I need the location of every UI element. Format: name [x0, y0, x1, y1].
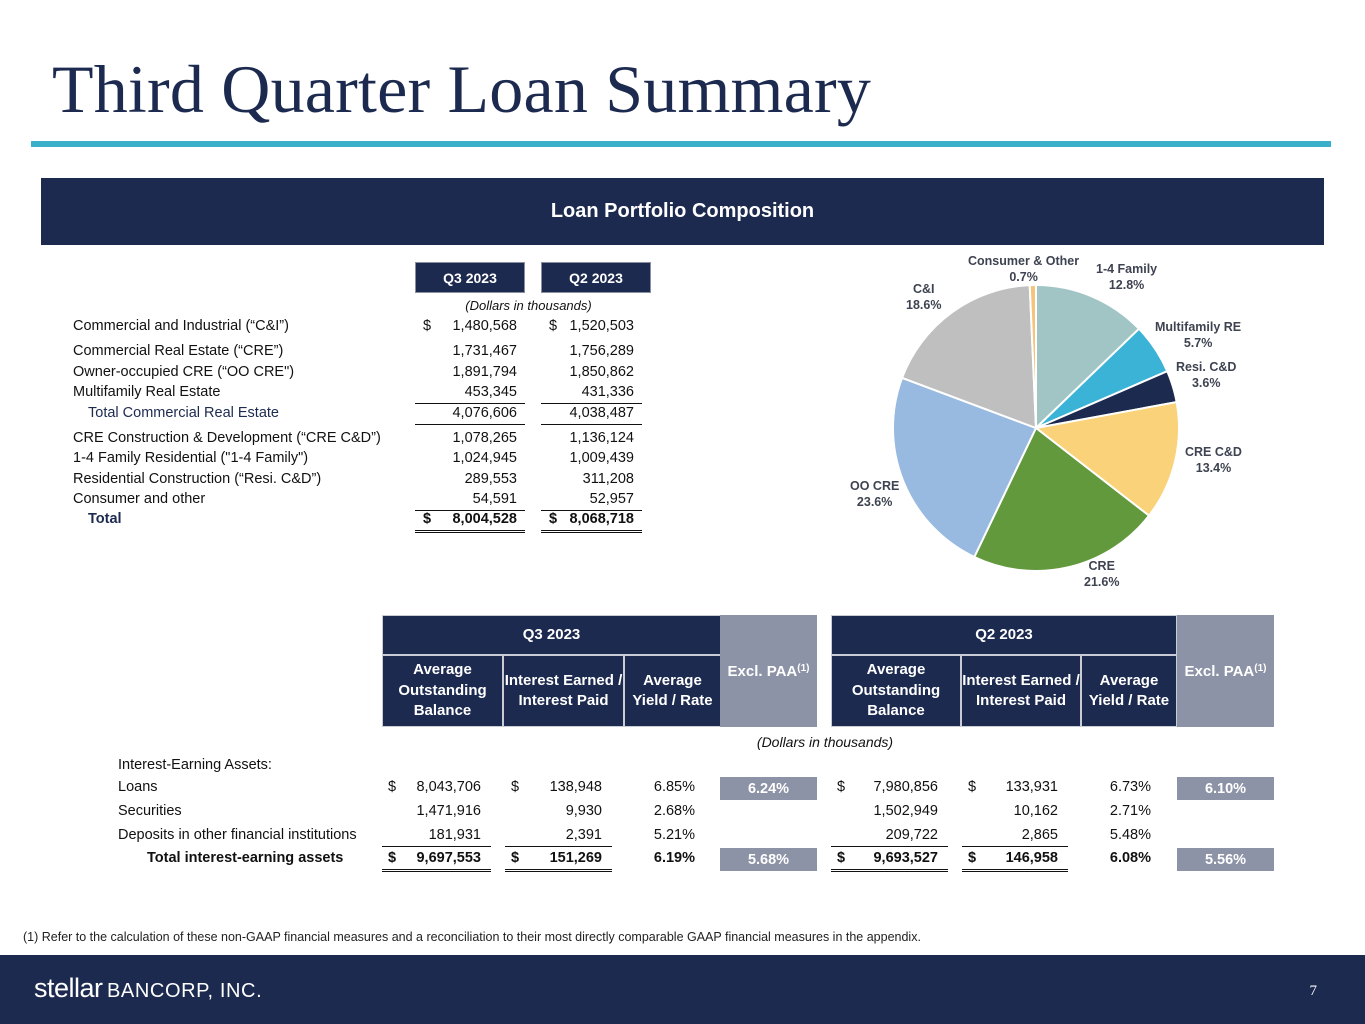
q2-column-header: Q2 2023	[541, 262, 651, 293]
q3-yield: 6.85%	[653, 779, 695, 795]
q3-balance: 8,043,706	[416, 779, 481, 795]
pie-label-resi-cd: Resi. C&D 3.6%	[1176, 360, 1237, 390]
title-divider	[31, 141, 1331, 147]
units-note: (Dollars in thousands)	[756, 734, 894, 750]
q2-group-header: Q2 2023	[831, 615, 1177, 655]
q2-value: 1,009,439	[569, 450, 634, 466]
q3-interest: 138,948	[549, 779, 602, 795]
currency-sign: $	[388, 779, 397, 795]
q3-value: 453,345	[464, 384, 517, 400]
table-row	[0, 430, 700, 450]
footer-bar	[0, 955, 1365, 1024]
q2-excl-paa-header: Excl. PAA $^{(1)}$	[1177, 615, 1274, 727]
table-row	[0, 405, 700, 425]
currency-sign: $	[968, 850, 977, 866]
table-row	[0, 364, 700, 384]
page-number: 7	[1309, 983, 1317, 999]
q3-yield-header: Average Yield / Rate	[624, 655, 721, 727]
q2-yield: 2.71%	[1109, 803, 1151, 819]
q2-interest-header: Interest Earned / Interest Paid	[961, 655, 1081, 727]
currency-sign: $	[423, 511, 432, 527]
row-label: Owner-occupied CRE (“OO CRE")	[73, 364, 295, 380]
q2-yield: 6.73%	[1109, 779, 1151, 795]
currency-sign: $	[837, 779, 846, 795]
row-label: Total interest-earning assets	[147, 850, 344, 866]
pie-label-oo-cre: OO CRE 23.6%	[850, 479, 900, 509]
row-label: CRE Construction & Development (“CRE C&D”)	[73, 430, 381, 446]
q2-value: 1,136,124	[569, 430, 634, 446]
q2-excl-paa-value: 5.56%	[1177, 848, 1274, 871]
loan-composition-pie-chart	[890, 282, 1182, 574]
currency-sign: $	[837, 850, 846, 866]
company-logo	[34, 973, 262, 1004]
q3-value: 1,078,265	[452, 430, 517, 446]
q3-balance: 181,931	[428, 827, 481, 843]
q3-column-header: Q3 2023	[415, 262, 525, 293]
q3-yield: 6.19%	[653, 850, 695, 866]
q3-excl-paa-value: 5.68%	[720, 848, 817, 871]
q3-group-header: Q3 2023	[382, 615, 721, 655]
q3-interest-header: Interest Earned / Interest Paid	[503, 655, 624, 727]
q2-value: 1,850,862	[569, 364, 634, 380]
q2-value: 311,208	[582, 471, 634, 487]
q2-value: 8,068,718	[569, 511, 634, 527]
logo-subtext: BANCORP, INC.	[106, 980, 263, 1002]
table-row	[0, 825, 1300, 847]
q3-interest: 151,269	[549, 850, 602, 866]
q3-value: 1,731,467	[452, 343, 517, 359]
table-row	[0, 471, 700, 491]
q3-value: 54,591	[472, 491, 517, 507]
row-label: Commercial Real Estate (“CRE”)	[73, 343, 284, 359]
table-row	[0, 801, 1300, 823]
q3-excl-paa-value: 6.24%	[720, 777, 817, 800]
currency-sign: $	[388, 850, 397, 866]
q2-value: 1,520,503	[569, 318, 634, 334]
row-label: Total Commercial Real Estate	[88, 405, 279, 421]
units-note: (Dollars in thousands)	[465, 298, 592, 313]
currency-sign: $	[968, 779, 977, 795]
q2-interest: 133,931	[1005, 779, 1058, 795]
row-label: Commercial and Industrial (“C&I”)	[73, 318, 289, 334]
q2-value: 4,038,487	[569, 405, 634, 421]
table-row	[0, 318, 700, 338]
pie-label-1-4-family: 1-4 Family 12.8%	[1096, 262, 1158, 292]
row-label: Securities	[118, 803, 182, 819]
q2-excl-paa-value: 6.10%	[1177, 777, 1274, 800]
q2-interest: 2,865	[1021, 827, 1058, 843]
section-label: Interest-Earning Assets:	[118, 757, 272, 773]
q3-value: 1,024,945	[452, 450, 517, 466]
q3-interest: 2,391	[565, 827, 602, 843]
q2-balance: 7,980,856	[873, 779, 938, 795]
table-row	[0, 491, 700, 511]
q3-excl-paa-header: Excl. PAA $^{(1)}$	[720, 615, 817, 727]
q2-yield: 6.08%	[1109, 850, 1151, 866]
q2-balance: 209,722	[885, 827, 938, 843]
q3-yield: 2.68%	[653, 803, 695, 819]
table-row	[0, 777, 1300, 799]
table-row-total	[0, 848, 1300, 870]
q2-balance: 9,693,527	[873, 850, 938, 866]
q2-yield-header: Average Yield / Rate	[1081, 655, 1177, 727]
q3-avg-balance-header: Average Outstanding Balance	[382, 655, 503, 727]
pie-label-consumer-other: Consumer & Other 0.7%	[968, 254, 1080, 284]
q3-value: 8,004,528	[452, 511, 517, 527]
currency-sign: $	[511, 779, 520, 795]
row-label: Loans	[118, 779, 158, 795]
pie-label-c-and-i: C&I 18.6%	[906, 282, 942, 312]
footnote: (1) Refer to the calculation of these non-GAAP financial measures and a reconciliation to their most directly comparable GAAP financial measures in the appendix.	[23, 930, 921, 944]
q3-balance: 1,471,916	[416, 803, 481, 819]
q3-value: 1,480,568	[452, 318, 517, 334]
q2-value: 431,336	[581, 384, 634, 400]
section-banner: Loan Portfolio Composition	[41, 178, 1324, 245]
q2-interest: 146,958	[1005, 850, 1058, 866]
q3-value: 289,553	[464, 471, 517, 487]
currency-sign: $	[423, 318, 432, 334]
table-row-total	[0, 511, 700, 531]
q2-balance: 1,502,949	[873, 803, 938, 819]
row-label: Total	[88, 511, 122, 527]
row-label: Deposits in other financial institutions	[118, 827, 357, 843]
row-label: Consumer and other	[73, 491, 206, 507]
section-heading-row	[0, 755, 1300, 777]
currency-sign: $	[549, 511, 558, 527]
q3-value: 4,076,606	[452, 405, 517, 421]
q2-value: 1,756,289	[569, 343, 634, 359]
q2-avg-balance-header: Average Outstanding Balance	[831, 655, 961, 727]
table-row	[0, 343, 700, 363]
row-label: Multifamily Real Estate	[73, 384, 221, 400]
q3-interest: 9,930	[565, 803, 602, 819]
pie-label-multifamily-re: Multifamily RE 5.7%	[1155, 320, 1242, 350]
pie-label-cre-cd: CRE C&D 13.4%	[1185, 445, 1242, 475]
pie-label-cre: CRE 21.6%	[1084, 559, 1120, 589]
q3-yield: 5.21%	[653, 827, 695, 843]
row-label: 1-4 Family Residential ("1-4 Family")	[73, 450, 309, 466]
row-label: Residential Construction (“Resi. C&D”)	[73, 471, 322, 487]
q2-value: 52,957	[589, 491, 634, 507]
q2-interest: 10,162	[1013, 803, 1058, 819]
q3-balance: 9,697,553	[416, 850, 481, 866]
currency-sign: $	[549, 318, 558, 334]
q2-yield: 5.48%	[1109, 827, 1151, 843]
table-row	[0, 384, 700, 404]
q3-value: 1,891,794	[452, 364, 517, 380]
logo-wordmark: stellar	[34, 973, 103, 1003]
page-title: Third Quarter Loan Summary	[52, 51, 872, 127]
currency-sign: $	[511, 850, 520, 866]
table-row	[0, 450, 700, 470]
